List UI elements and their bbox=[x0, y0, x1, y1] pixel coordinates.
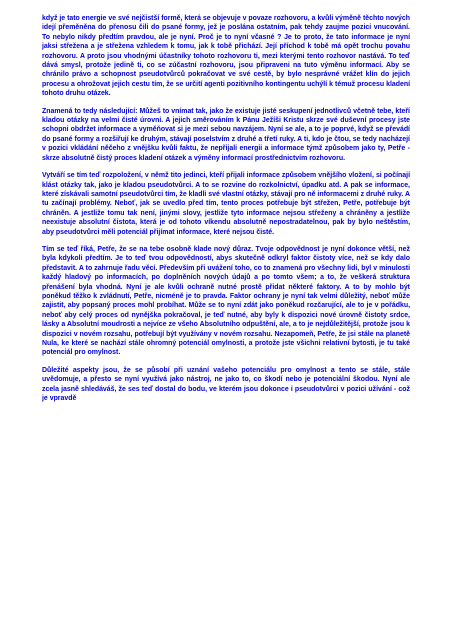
paragraph: Důležité aspekty jsou, že se působí při uznání vašeho potenciálu pro omylnost a tento se stále, stále uvědomuje, a přesto se nyní využívá jako nástroj, ne jako to, co škodí nebo je potenciální škodou. Nyní ale zcela jasně shledáváš, že ses teď dostal do bodu, ve kterém jsou dokonce i pseudotvůrci v pozici užívání - což je vpravdě bbox=[42, 366, 410, 403]
paragraph: Tím se teď říká, Petře, že se na tebe osobně klade nový důraz. Tvoje odpovědnost je nyní dokonce větší, než byla kdykoli předtím. Je to teď tvou odpovědností, abys skutečně odkryl faktor čistoty více, než se kdy dalo představit. A to zahrnuje řadu věcí. Především při uvážení toho, co to znamená pro všechny lidi, byl v minulosti každý hladový po informacích, po doplněních nových údajů a po tomto všem; a to, že veškerá struktura přenášení byla vhodná. Nyní je ale kvůli ochraně nutné prostě přidat některé faktory. A to by mohlo být poněkud těžko k zvládnutí, Petře, nicméně je to pravda. Faktor ochrany je nyní tak velmi důležitý, neboť může zajistit, aby popsaný proces mohl probíhat. Může se to nyní zdát jako poněkud rozčarující, ale to je v pořádku, neboť aby celý proces od nynějška pokračoval, je teď nutné, aby byly k dispozici nové úrovně čistoty srdce, lásky a Absolutní moudrosti a nejvíce ze všeho Absolutního odpuštění, ale, a to je nejdůležitější, protože jsou k dispozici v novém rozsahu, potřebují být využívány v novém rozsahu. Nezapomeň, Petře, že jsi stále na planetě Nula, ke které se nachází stále ohromný potenciál omylnosti, a protože jste všichni relativní bytosti, je tu také potenciál pro omylnost. bbox=[42, 245, 410, 357]
paragraph: Znamená to tedy následující: Můžeš to vnímat tak, jako že existuje jisté seskupení jednotlivců včetně tebe, kteří kladou otázky na velmi čisté úrovni. A jejich směrováním k Pánu Ježíši Kristu skrze své duševní procesy jste schopni obdržet informace a vyměňovat si je mezi sebou navzájem. Nyní se ale, a to je poprvé, když se převádí do psané formy a rozšiřují ke druhým, stávají poselstvím z druhé a třetí ruky. A ti, kdo je čtou, se tedy nacházejí v pozici vkládání něčeho z vnějšku kvůli faktu, že nepřijali energii a informace týmž způsobem jako ty, Petře - skrze absolutně čistý proces kladení otázek a výměny informací prostřednictvím rozhovoru. bbox=[42, 107, 410, 162]
paragraph: Vytváří se tím teď rozpoložení, v němž tito jedinci, kteří přijali informace způsobem vnějšího vložení, si počínají klást otázky tak, jako je kladou pseudotvůrci. A to se rozvine do rozkolnictví, úpadku atd. A pak se informace, které získávali samotní pseudotvůrci tím, že kladli své vlastní otázky, stávají pro ně informacemi z druhé ruky. A tu začínají problémy. Neboť, jak se uvedlo před tím, tento proces potřebuje být střežen, Petře, potřebuje být chráněn. A jestliže tomu tak není, jinými slovy, jestliže tyto informace nejsou střeženy a chráněny a jestliže neexistuje absolutní čistota, která je od tohoto víkendu absolutně nepostradatelnou, pak by bylo neštěstím, aby pseudotvůrci měli potenciál přijímat informace, které nejsou čisté. bbox=[42, 172, 410, 236]
paragraph: když je tato energie ve své nejčistší formě, která se objevuje v povaze rozhovoru, a kvůli výměně těchto nových idejí přeměněna do přenosu čili do psané formy, jež je poslána ostatním, pak tehdy zaujme pozici vnucování. To nebylo nikdy předtím pravdou, ale je nyní. Proč je to nyní včasné ? Je to proto, že tato informace je nyní jaksi střežena a je střežena vzhledem k tomu, jak k tobě přichází. Její příchod k tobě má opět trochu povahu rozhovoru. A proto jsou vhodnými účastníky tohoto rozhovoru ti, mezi kterými tento rozhovor nastává. To teď dává smysl, protože jedině ti, co se zúčastní rozhovoru, jsou připraveni na tuto výměnu informací. Aby se chránilo právo a schopnost pseudotvůrců pokračovat ve své cestě, by bylo nesprávné vrážet klín do jejich procesu a ohrožovat jejich cestu tím, že se určití agenti pozitivního kontingentu uchýlí k témuž procesu kladení tohoto druhu otázek. bbox=[42, 15, 410, 98]
